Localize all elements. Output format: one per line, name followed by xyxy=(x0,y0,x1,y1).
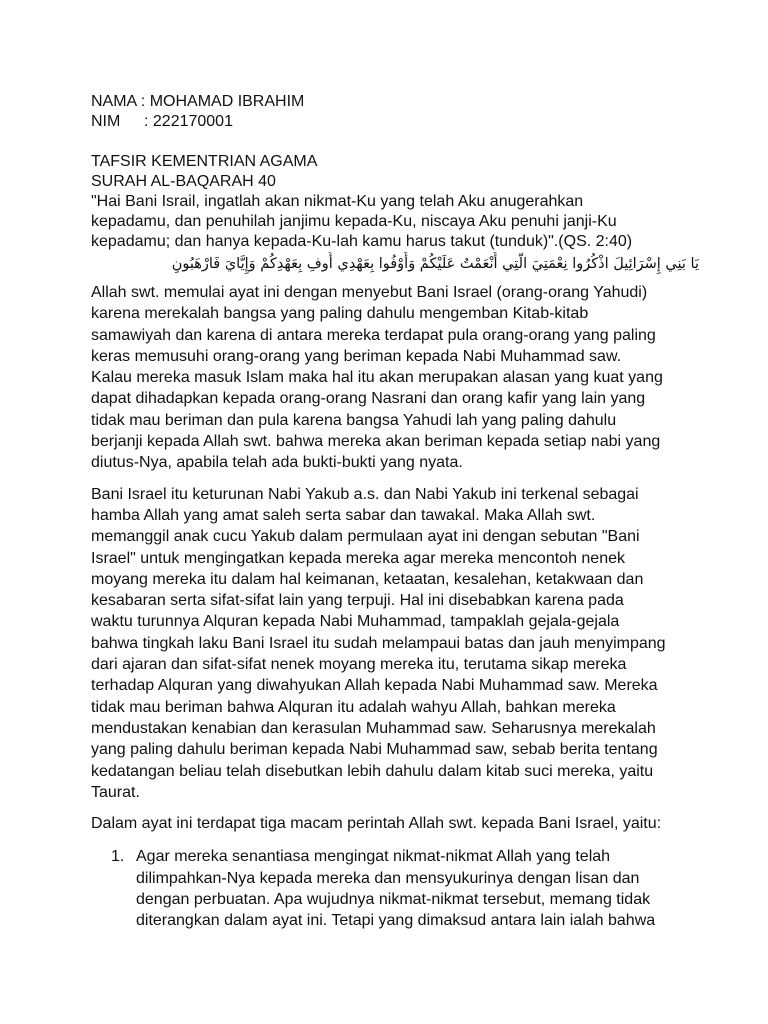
name-value: MOHAMAD IBRAHIM xyxy=(149,93,305,110)
paragraph-line: Kalau mereka masuk Islam maka hal itu akan merupakan alasan yang kuat yang xyxy=(91,369,663,387)
paragraph-line: samawiyah dan karena di antara mereka terdapat pula orang-orang yang paling xyxy=(91,326,656,344)
paragraph-line: Allah swt. memulai ayat ini dengan menyebut Bani Israel (orang-orang Yahudi) xyxy=(91,284,648,301)
paragraph-line: dapat dihadapkan kepada orang-orang Nasrani dan orang kafir yang lain yang xyxy=(91,390,646,408)
document-page xyxy=(91,92,699,932)
translation-line: kepadamu; dan hanya kepada-Ku-lah kamu harus takut (tunduk)".(QS. 2:40) xyxy=(91,233,633,250)
paragraph-line: karena merekalah bangsa yang paling dahulu mengemban Kitab-kitab xyxy=(91,305,589,323)
paragraph-line: terhadap Alquran yang diwahyukan Allah kepada Nabi Muhammad saw. Mereka xyxy=(91,677,658,695)
nim-label: NIM xyxy=(91,113,121,130)
paragraph-3 xyxy=(91,813,691,834)
paragraph-line: dari ajaran dan sifat-sifat nenek moyang mereka itu, terutama sikap mereka xyxy=(91,656,627,674)
nim-row: NIM : 222170001 xyxy=(91,113,233,130)
translation-line: kepadamu, dan penuhilah janjimu kepada-Ku, niscaya Aku penuhi janji-Ku xyxy=(91,213,617,230)
arabic-verse: يَا بَنِي إِسْرَائِيلَ اذْكُرُوا نِعْمَتِيَ الَّتِي أَنْعَمْتُ عَلَيْكُمْ وَأَوْفُوا بِعَهْدِي أُوفِ بِعَهْدِكُمْ وَإِيَّايَ فَارْهَبُونِ xyxy=(171,256,699,272)
title-line-2: SURAH AL-BAQARAH 40 xyxy=(91,173,276,190)
paragraph-line: memanggil anak cucu Yakub dalam permulaan ayat ini dengan sebutan "Bani xyxy=(91,528,640,546)
paragraph-2 xyxy=(91,484,691,803)
paragraph-1 xyxy=(91,282,691,474)
paragraph-line: waktu turunnya Alquran kepada Nabi Muhammad, tampaklah gejala-gejala xyxy=(91,613,620,631)
paragraph-line: berjanji kepada Allah swt. bahwa mereka akan beriman kepada setiap nabi yang xyxy=(91,433,661,451)
list-item-line: dengan perbuatan. Apa wujudnya nikmat-nikmat tersebut, memang tidak xyxy=(136,891,651,909)
list-item-line: diterangkan dalam ayat ini. Tetapi yang dimaksud antara lain ialah bahwa xyxy=(136,912,656,930)
name-label: NAMA xyxy=(91,93,137,110)
paragraph-line: kesabaran serta sifat-sifat lain yang terpuji. Hal ini disebabkan karena pada xyxy=(91,592,624,610)
paragraph-line: Israel" untuk mengingatkan kepada mereka agar mereka mencontoh nenek xyxy=(91,549,625,567)
paragraph-line: keras memusuhi orang-orang yang beriman kepada Nabi Muhammad saw. xyxy=(91,347,622,365)
blank-line xyxy=(91,132,691,152)
paragraph-line: Taurat. xyxy=(91,783,140,801)
paragraph-line: diutus-Nya, apabila telah ada bukti-bukti yang nyata. xyxy=(91,454,463,472)
paragraph-line: Bani Israel itu keturunan Nabi Yakub a.s. dan Nabi Yakub ini terkenal sebagai xyxy=(91,485,639,503)
paragraph-line: mendustakan kenabian dan kerasulan Muhammad saw. Seharusnya merekalah xyxy=(91,719,656,737)
list-item xyxy=(91,846,691,931)
list-item-number: 1. xyxy=(111,848,125,866)
paragraph-line: tidak mau beriman bahwa Alquran itu adalah wahyu Allah, bahkan mereka xyxy=(91,698,616,716)
paragraph-line: bahwa tingkah laku Bani Israel itu sudah melampaui batas dan jauh menyimpang xyxy=(91,634,666,652)
paragraph-line: Dalam ayat ini terdapat tiga macam perintah Allah swt. kepada Bani Israel, yaitu: xyxy=(91,815,662,833)
paragraph-line: tidak mau beriman dan pula karena bangsa Yahudi lah yang paling dahulu xyxy=(91,411,617,429)
paragraph-line: kedatangan beliau telah disebutkan lebih dahulu dalam kitab suci mereka, yaitu xyxy=(91,762,654,780)
list-item-line: Agar mereka senantiasa mengingat nikmat-nikmat Allah yang telah xyxy=(136,848,611,866)
paragraph-line: yang paling dahulu beriman kepada Nabi Muhammad saw, sebab berita tentang xyxy=(91,741,658,759)
translation-line: "Hai Bani Israil, ingatlah akan nikmat-Ku yang telah Aku anugerahkan xyxy=(91,193,584,210)
paragraph-line: moyang mereka itu dalam hal keimanan, ketaatan, kesalehan, ketakwaan dan xyxy=(91,570,644,588)
list-item-line: dilimpahkan-Nya kepada mereka dan mensyukurinya dengan lisan dan xyxy=(136,869,640,887)
name-row: NAMA : MOHAMAD IBRAHIM xyxy=(91,93,305,110)
command-list xyxy=(91,846,691,931)
title-line-1: TAFSIR KEMENTRIAN AGAMA xyxy=(91,153,318,170)
nim-value: 222170001 xyxy=(152,113,233,130)
paragraph-line: hamba Allah yang amat saleh serta sabar dan tawakal. Maka Allah swt. xyxy=(91,506,596,524)
